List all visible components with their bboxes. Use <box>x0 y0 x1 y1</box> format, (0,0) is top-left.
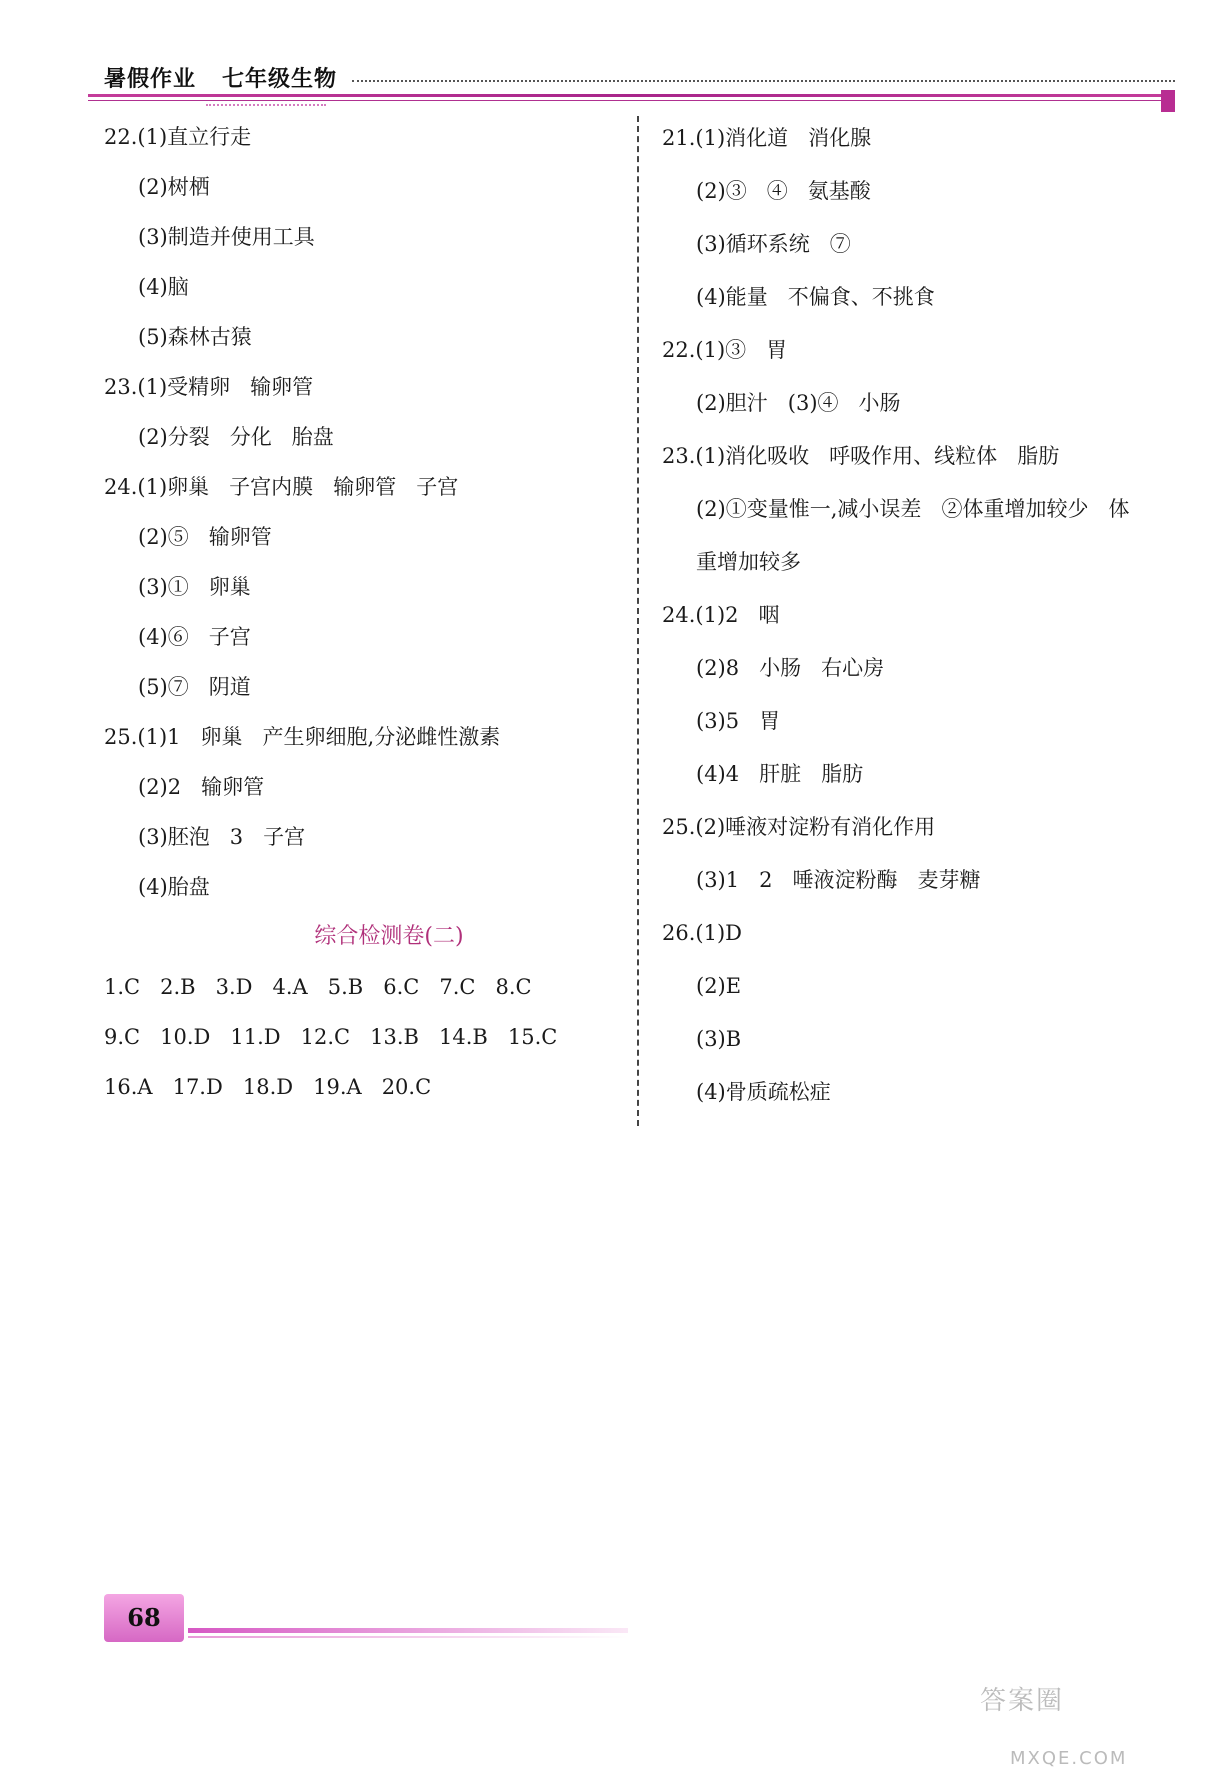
answer-line: (2)E <box>696 974 742 998</box>
footer-rule <box>188 1628 628 1633</box>
watermark-logo: 答案圈 <box>980 1686 1065 1716</box>
answer-line: (3)1 2 唾液淀粉酶 麦芽糖 <box>696 868 981 892</box>
answer-line: 22.(1)③ 胃 <box>662 338 788 362</box>
book-title: 暑假作业 <box>104 67 197 92</box>
answer-line: 26.(1)D <box>662 921 742 945</box>
answer-line: 23.(1)受精卵 输卵管 <box>104 375 314 399</box>
answer-line: (5)⑦ 阴道 <box>138 675 251 699</box>
footer-rule-thin <box>188 1636 628 1638</box>
answer-line: 25.(2)唾液对淀粉有消化作用 <box>662 815 936 839</box>
answer-line: (2)树栖 <box>138 175 210 199</box>
answer-line: 23.(1)消化吸收 呼吸作用、线粒体 脂肪 <box>662 444 1060 468</box>
section-title: 综合检测卷(二) <box>314 924 464 949</box>
answer-line: (5)森林古猿 <box>138 325 252 349</box>
column-divider <box>637 116 639 1126</box>
answer-line: (4)胎盘 <box>138 875 210 899</box>
answer-line: (4)4 肝脏 脂肪 <box>696 762 864 786</box>
header-title <box>104 62 337 93</box>
choice-answers-line: 1.C 2.B 3.D 4.A 5.B 6.C 7.C 8.C <box>104 975 532 999</box>
page-number: 68 <box>127 1603 161 1632</box>
subject-title: 七年级生物 <box>222 67 338 92</box>
answer-line: 24.(1)卵巢 子宫内膜 输卵管 子宫 <box>104 475 459 499</box>
answer-line: (3)胚泡 3 子宫 <box>138 825 306 849</box>
answer-line: (2)③ ④ 氨基酸 <box>696 179 871 203</box>
answer-line: 重增加较多 <box>696 550 801 574</box>
answer-line: (3)5 胃 <box>696 709 781 733</box>
answer-line: 22.(1)直立行走 <box>104 125 252 149</box>
answer-line: (4)⑥ 子宫 <box>138 625 251 649</box>
answer-line: 21.(1)消化道 消化腺 <box>662 126 872 150</box>
left-column <box>104 112 624 1112</box>
answer-line: (3)① 卵巢 <box>138 575 251 599</box>
header-dotted-rule <box>352 80 1175 82</box>
answer-line: (4)脑 <box>138 275 189 299</box>
header-rule-thin <box>88 100 1175 101</box>
answer-line: (2)胆汁 (3)④ 小肠 <box>696 391 901 415</box>
header-rule <box>88 94 1175 97</box>
answer-line: (3)循环系统 ⑦ <box>696 232 851 256</box>
header-corner-tab <box>1161 90 1175 112</box>
answer-line: (3)B <box>696 1027 742 1051</box>
choice-answers-line: 9.C 10.D 11.D 12.C 13.B 14.B 15.C <box>104 1025 558 1049</box>
answer-line: (2)①变量惟一,减小误差 ②体重增加较少 体 <box>696 497 1130 521</box>
answer-line: (2)8 小肠 右心房 <box>696 656 885 680</box>
choice-answers-line: 16.A 17.D 18.D 19.A 20.C <box>104 1075 432 1099</box>
answer-line: (4)骨质疏松症 <box>696 1080 831 1104</box>
answer-line: 24.(1)2 咽 <box>662 603 780 627</box>
answer-line: (2)2 输卵管 <box>138 775 265 799</box>
header-rule-dots <box>206 104 326 106</box>
answer-line: 25.(1)1 卵巢 产生卵细胞,分泌雌性激素 <box>104 725 501 749</box>
answer-line: (4)能量 不偏食、不挑食 <box>696 285 935 309</box>
right-column <box>662 112 1182 1119</box>
watermark-url: MXQE.COM <box>1010 1748 1128 1769</box>
answer-line: (2)⑤ 输卵管 <box>138 525 272 549</box>
answer-line: (3)制造并使用工具 <box>138 225 315 249</box>
answer-line: (2)分裂 分化 胎盘 <box>138 425 334 449</box>
